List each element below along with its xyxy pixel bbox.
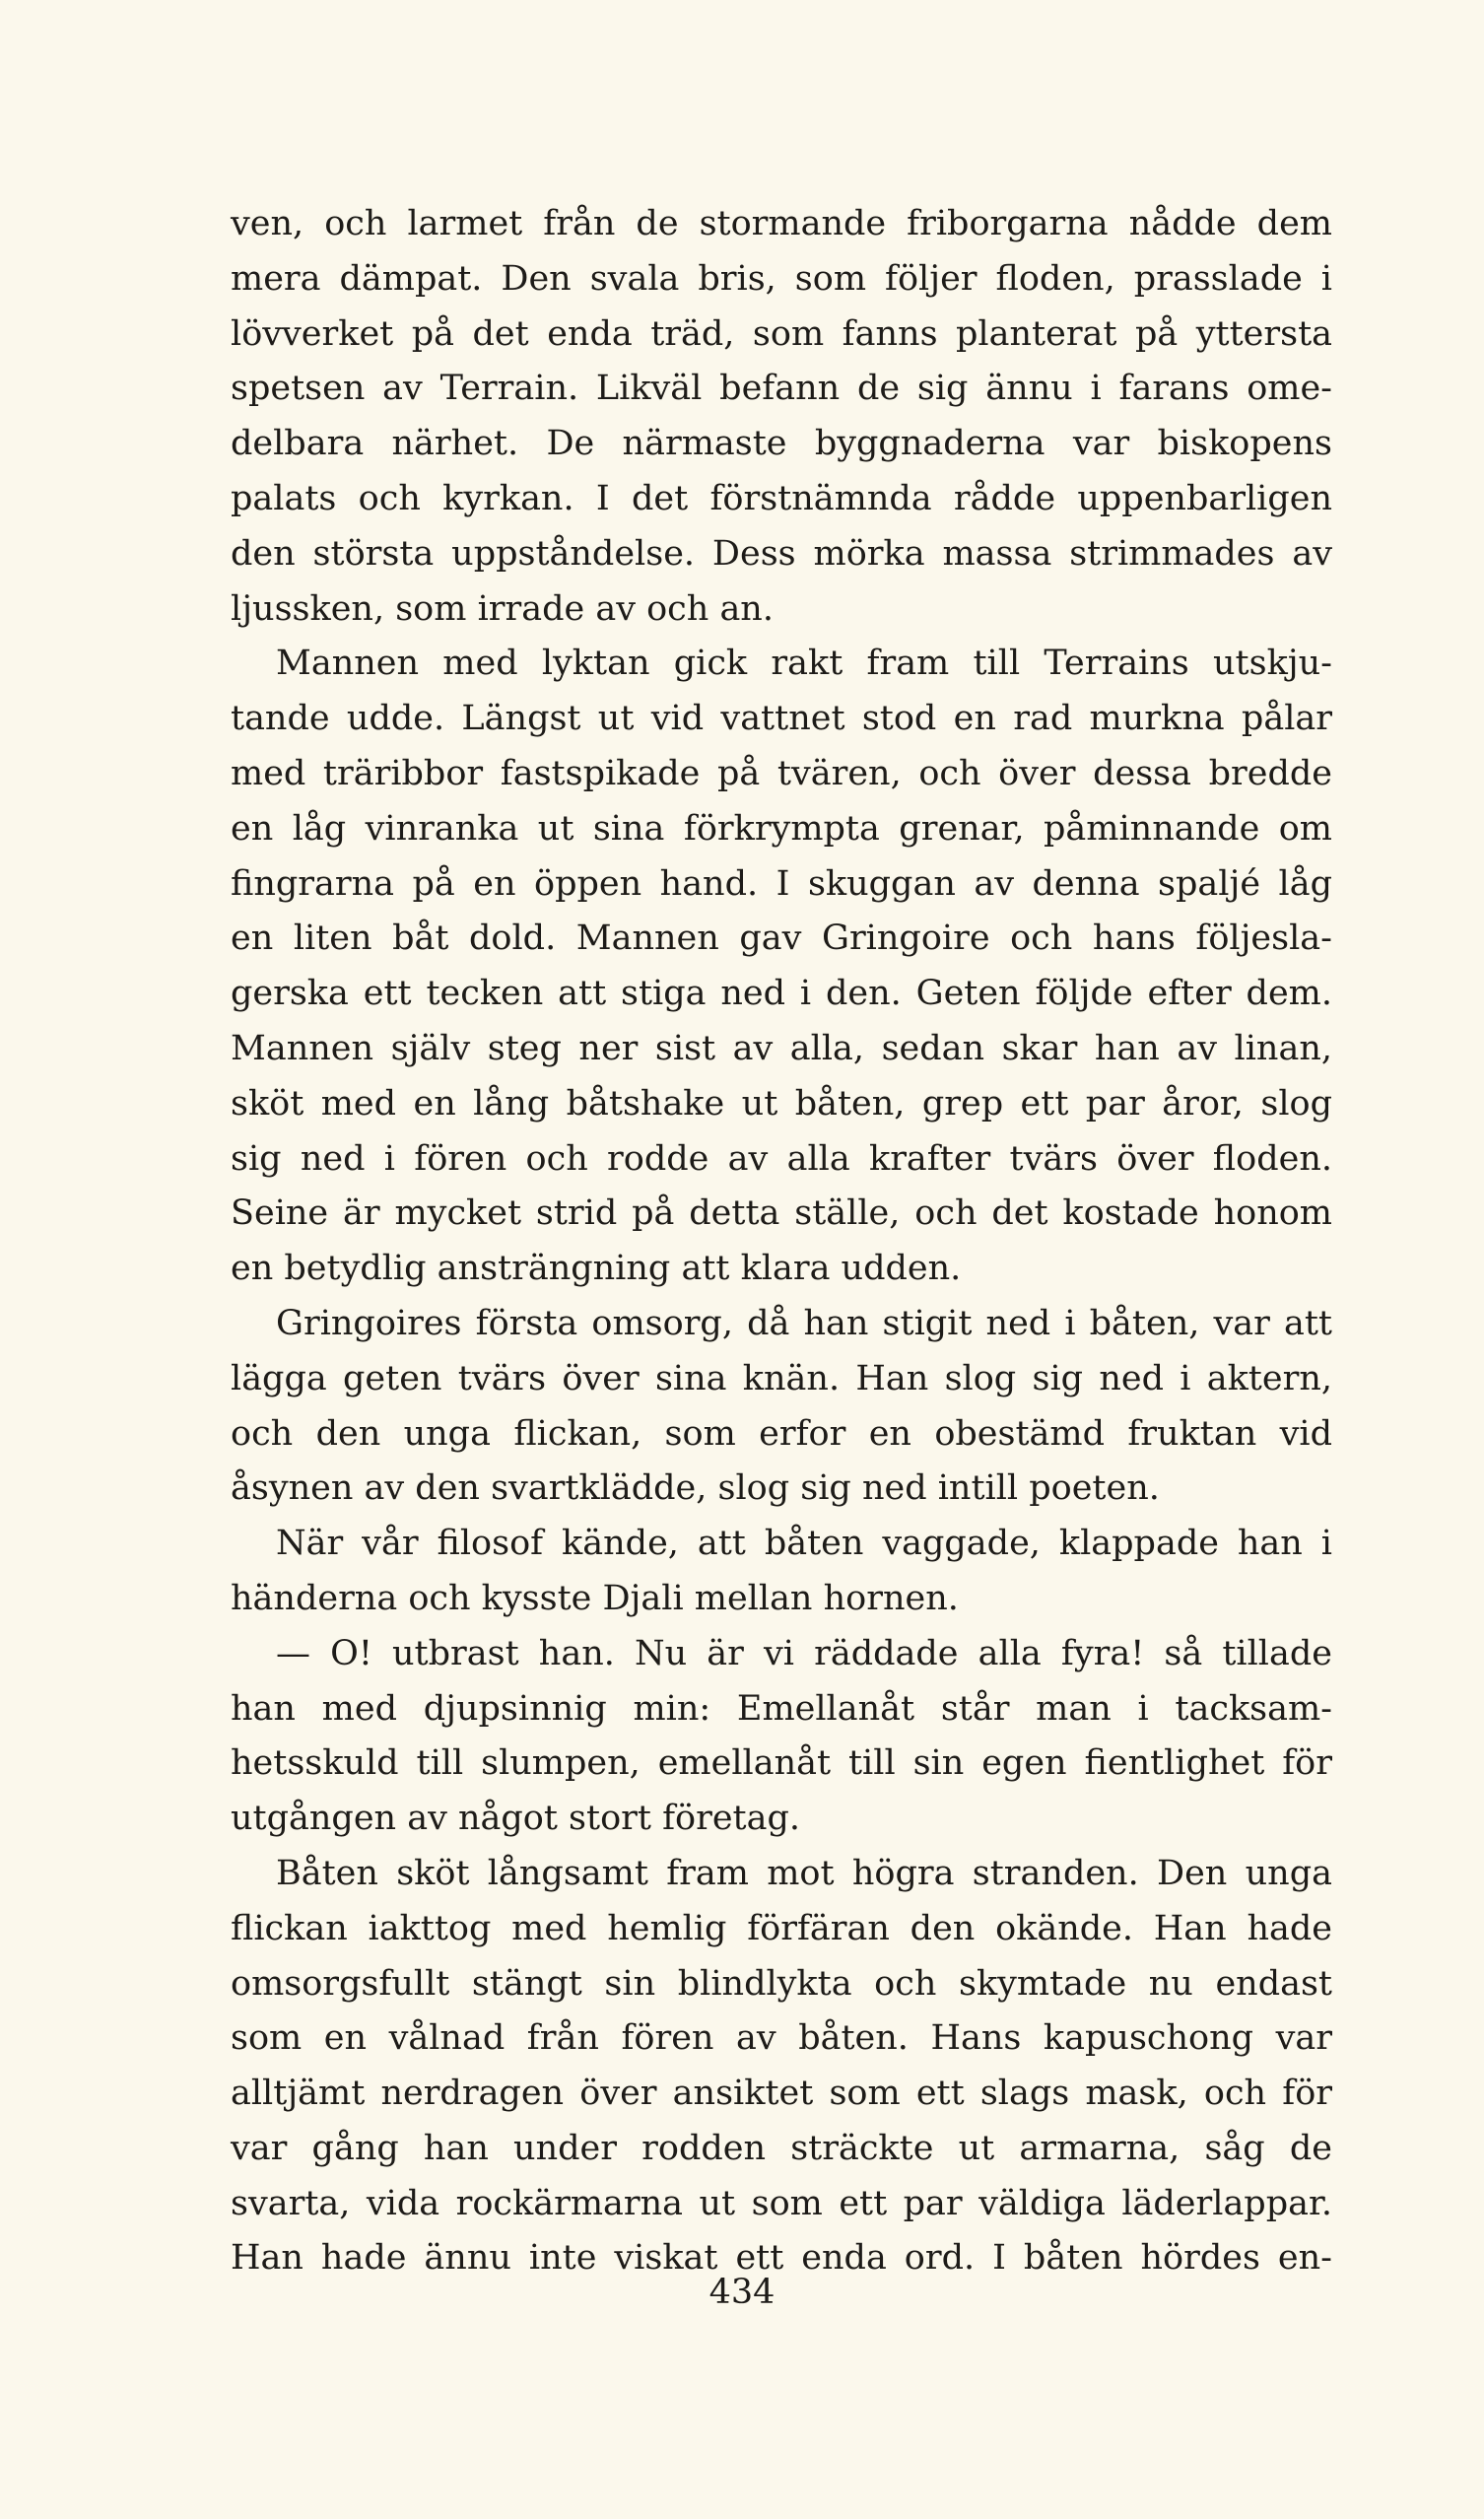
text-line: en liten båt dold. Mannen gav Gringoire och hans följesla- [231,919,1332,959]
text-line: som en vålnad från fören av båten. Hans kapuschong var [231,2018,1332,2059]
text-line: alltjämt nerdragen över ansiktet som ett slags mask, och för [231,2074,1332,2114]
text-line: ven, och larmet från de stormande friborgarna nådde dem [231,204,1332,243]
body-text [231,197,1332,2286]
text-line: sköt med en lång båtshake ut båten, grep ett par åror, slog [231,1083,1332,1123]
text-line: svarta, vida rockärmarna ut som ett par väldiga läderlappar. [231,2183,1332,2223]
text-line: en låg vinranka ut sina förkrympta grenar, påminnande om [231,808,1332,849]
text-line: delbara närhet. De närmaste byggnaderna var biskopens [231,424,1332,464]
text-line: Han hade ännu inte viskat ett enda ord. I båten hördes en- [231,2238,1332,2279]
paragraph-3 [231,1297,1332,1517]
text-line: åsynen av den svartklädde, slog sig ned intill poeten. [231,1468,1160,1509]
text-line: händerna och kysste Djali mellan hornen. [231,1578,959,1618]
text-line: tande udde. Längst ut vid vattnet stod en rad murkna pålar [231,699,1332,739]
text-line: omsorgsfullt stängt sin blindlykta och skymtade nu endast [231,1963,1332,2004]
text-line: sig ned i fören och rodde av alla krafter tvärs över floden. [231,1138,1332,1179]
paragraph-5 [231,1627,1332,1847]
text-line: den största uppståndelse. Dess mörka massa strimmades av [231,533,1332,574]
paragraph-6 [231,1847,1332,2286]
text-line: utgången av något stort företag. [231,1799,800,1839]
text-line: han med djupsinnig min: Emellanåt står man i tacksam- [231,1688,1332,1729]
text-line: och den unga flickan, som erfor en obestämd fruktan vid [231,1413,1332,1454]
text-line: När vår filosof kände, att båten vaggade, klappade han i [276,1524,1332,1564]
text-line: Gringoires första omsorg, då han stigit ned i båten, var att [276,1303,1332,1343]
page-number: 434 [708,2273,776,2312]
text-line: — O! utbrast han. Nu är vi räddade alla fyra! så tillade [276,1633,1332,1673]
text-line: Mannen med lyktan gick rakt fram till Terrains utskju- [276,644,1332,684]
text-line: Seine är mycket strid på detta ställe, och det kostade honom [231,1193,1332,1234]
text-line: hetsskuld till slumpen, emellanåt till sin egen fientlighet för [231,1743,1332,1784]
text-line: lövverket på det enda träd, som fanns planterat på yttersta [231,313,1332,354]
text-line: flickan iakttog med hemlig förfäran den okände. Han hade [231,1908,1332,1948]
text-line: lägga geten tvärs över sina knän. Han slog sig ned i aktern, [231,1358,1332,1398]
text-line: var gång han under rodden sträckte ut armarna, såg de [231,2128,1332,2168]
paragraph-2 [231,637,1332,1297]
text-line: fingrarna på en öppen hand. I skuggan av denna spaljé låg [231,863,1332,904]
paragraph-4 [231,1517,1332,1627]
text-line: Mannen själv steg ner sist av alla, sedan skar han av linan, [231,1028,1332,1068]
text-line: mera dämpat. Den svala bris, som följer floden, prasslade i [231,258,1332,299]
text-line: ljussken, som irrade av och an. [231,588,774,629]
text-line: gerska ett tecken att stiga ned i den. Geten följde efter dem. [231,974,1332,1014]
text-line: en betydlig ansträngning att klara udden. [231,1249,962,1289]
text-line: spetsen av Terrain. Likväl befann de sig ännu i farans ome- [231,369,1332,409]
text-line: palats och kyrkan. I det förstnämnda rådde uppenbarligen [231,478,1332,518]
paragraph-1 [231,197,1332,637]
text-line: med träribbor fastspikade på tvären, och över dessa bredde [231,753,1332,793]
text-line: Båten sköt långsamt fram mot högra stranden. Den unga [276,1853,1332,1893]
